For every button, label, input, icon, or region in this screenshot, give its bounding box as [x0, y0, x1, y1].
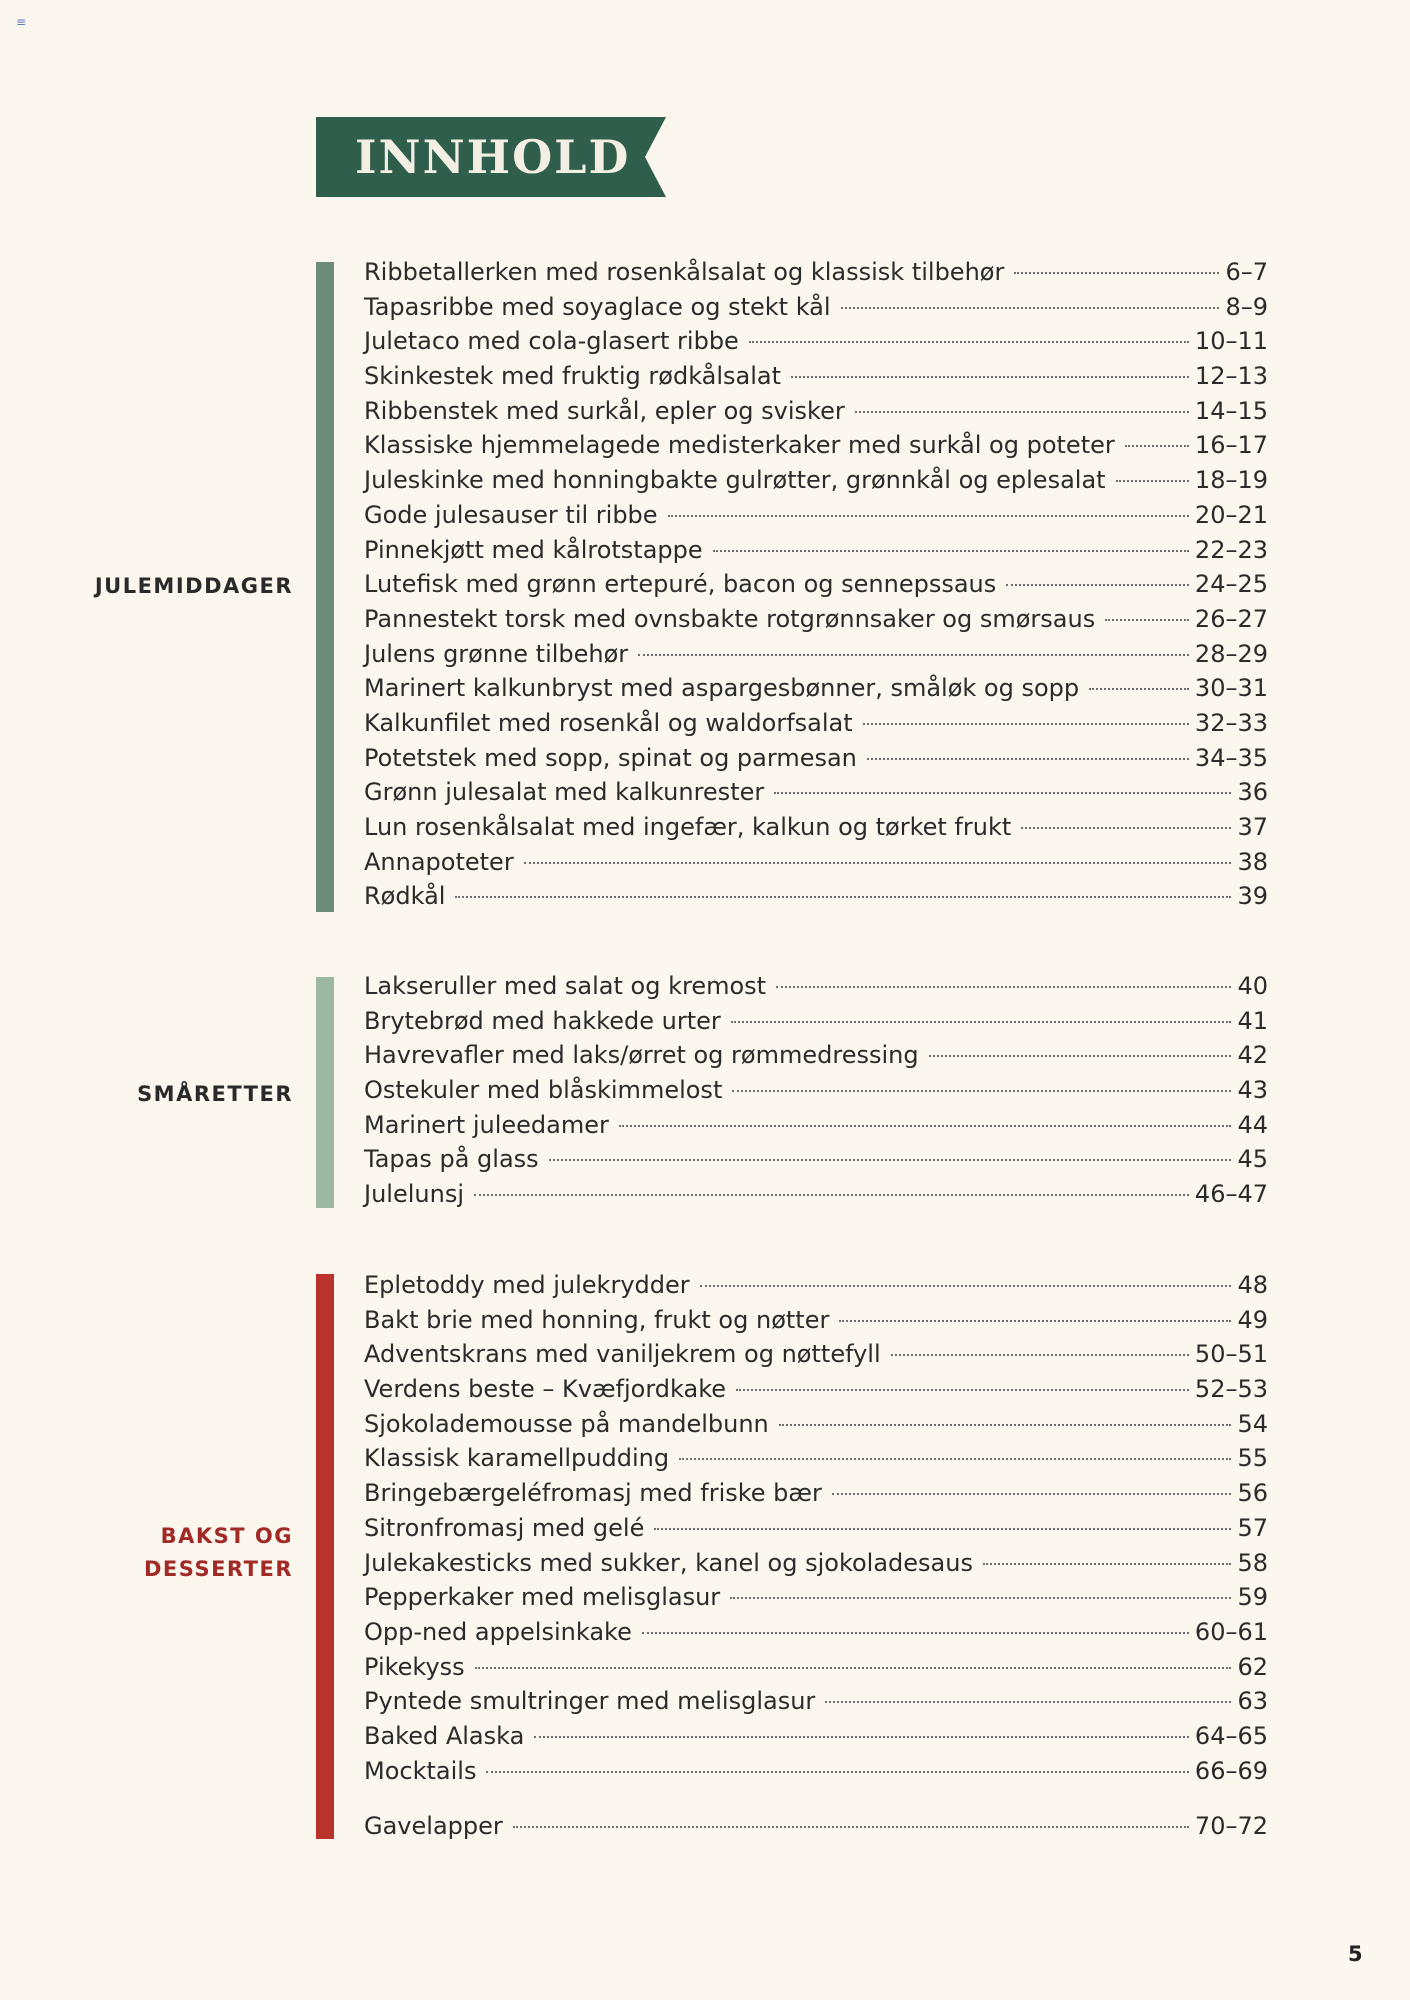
toc-item-pages: 16–17 [1194, 431, 1268, 460]
dot-leader [779, 1422, 1232, 1426]
toc-item-title: Ribbenstek med surkål, epler og svisker [364, 396, 845, 425]
toc-item[interactable] [364, 1719, 1268, 1754]
toc-item[interactable] [364, 1511, 1268, 1546]
toc-item[interactable] [364, 1177, 1268, 1212]
dot-leader [474, 1192, 1189, 1196]
dot-leader [713, 548, 1189, 552]
toc-item[interactable] [364, 1546, 1268, 1581]
toc-item[interactable] [364, 359, 1268, 394]
toc-item-pages: 6–7 [1225, 258, 1268, 286]
toc-item-title: Bringebærgeléfromasj med friske bær [364, 1479, 822, 1508]
dot-leader [619, 1123, 1232, 1127]
toc-item[interactable] [364, 969, 1268, 1004]
dot-leader [749, 339, 1189, 343]
toc-item-title: Skinkestek med fruktig rødkålsalat [364, 362, 782, 391]
dot-leader [534, 1734, 1189, 1738]
toc-item-pages: 40 [1237, 972, 1268, 1000]
toc-item-pages: 26–27 [1194, 604, 1268, 633]
dot-leader [863, 721, 1189, 725]
toc-item[interactable] [364, 1372, 1268, 1407]
toc-item-pages: 18–19 [1194, 466, 1268, 495]
dot-leader [776, 984, 1231, 988]
toc-item-pages: 30–31 [1194, 674, 1268, 703]
dot-leader [1125, 443, 1189, 447]
toc-item[interactable] [364, 1108, 1268, 1143]
dot-leader [839, 1318, 1231, 1322]
page-title: INNHOLD [355, 130, 631, 184]
dot-leader [855, 409, 1189, 413]
toc-item-title: Opp-ned appelsinkake [364, 1617, 632, 1646]
toc-item-pages: 12–13 [1194, 362, 1268, 391]
dot-leader [679, 1456, 1231, 1460]
toc-item[interactable] [364, 428, 1268, 463]
toc-list-smaretter [364, 969, 1268, 1212]
toc-item-title: Potetstek med sopp, spinat og parmesan [364, 743, 857, 772]
toc-item-title: Pannestekt torsk med ovnsbakte rotgrønnsaker og smørsaus [364, 604, 1096, 633]
toc-item-title: Lun rosenkålsalat med ingefær, kalkun og tørket frukt [364, 813, 1012, 841]
dot-leader [642, 1630, 1189, 1634]
toc-item-title: Epletoddy med julekrydder [364, 1271, 690, 1299]
toc-item-pages: 28–29 [1194, 639, 1268, 668]
section-label-bakst-line1: BAKST OG [160, 1524, 293, 1548]
toc-item-pages: 45 [1237, 1145, 1268, 1174]
toc-item-title: Lakseruller med salat og kremost [364, 972, 767, 1000]
toc-item-pages: 24–25 [1194, 570, 1268, 599]
dot-leader [549, 1157, 1232, 1161]
toc-item[interactable] [364, 255, 1268, 290]
toc-item-title: Tapas på glass [364, 1145, 539, 1174]
toc-item-pages: 44 [1237, 1110, 1268, 1139]
toc-item-title: Havrevafler med laks/ørret og rømmedressing [364, 1041, 919, 1070]
toc-item-pages: 22–23 [1194, 535, 1268, 564]
dot-leader [731, 1019, 1232, 1023]
toc-item-pages: 59 [1237, 1583, 1268, 1612]
dot-leader [1021, 825, 1231, 829]
dot-leader [1089, 686, 1189, 690]
dot-leader [475, 1665, 1232, 1669]
toc-item[interactable] [364, 1268, 1268, 1303]
dot-leader [1116, 478, 1189, 482]
toc-item-pages: 14–15 [1194, 396, 1268, 425]
toc-item-pages: 43 [1237, 1076, 1268, 1105]
toc-item[interactable] [364, 290, 1268, 325]
toc-item-title: Rødkål [364, 882, 446, 911]
dot-leader [455, 894, 1231, 898]
toc-item-title: Juletaco med cola-glasert ribbe [364, 327, 739, 356]
dot-leader [1105, 617, 1189, 621]
toc-item[interactable] [364, 533, 1268, 568]
toc-item-title: Ostekuler med blåskimmelost [364, 1076, 723, 1105]
toc-item-pages: 34–35 [1194, 743, 1268, 772]
section-label-bakst-line2: DESSERTER [144, 1557, 293, 1581]
dot-leader [736, 1387, 1189, 1391]
toc-item-pages: 64–65 [1194, 1721, 1268, 1750]
dot-leader [774, 790, 1231, 794]
toc-item-title: Marinert kalkunbryst med aspargesbønner, småløk og sopp [364, 674, 1080, 703]
toc-item-pages: 32–33 [1194, 708, 1268, 737]
toc-item-pages: 55 [1237, 1444, 1268, 1473]
toc-item-title: Pikekyss [364, 1652, 465, 1681]
toc-item-title: Julelunsj [364, 1180, 464, 1209]
toc-item[interactable] [364, 1615, 1268, 1650]
toc-item-title: Mocktails [364, 1756, 477, 1785]
toc-item-title: Klassisk karamellpudding [364, 1444, 670, 1473]
toc-item-title: Grønn julesalat med kalkunrester [364, 778, 765, 807]
toc-item-title: Pinnekjøtt med kålrotstappe [364, 535, 703, 564]
toc-item[interactable] [364, 567, 1268, 602]
toc-item-pages: 66–69 [1194, 1756, 1268, 1785]
toc-item[interactable] [364, 324, 1268, 359]
toc-item-title: Annapoteter [364, 847, 514, 876]
toc-item-title: Lutefisk med grønn ertepuré, bacon og sennepssaus [364, 570, 997, 599]
dot-leader [1006, 582, 1189, 586]
toc-item-pages: 36 [1237, 778, 1268, 807]
dot-leader [668, 513, 1189, 517]
toc-item-pages: 10–11 [1194, 327, 1268, 356]
toc-item-pages: 52–53 [1194, 1375, 1268, 1404]
toc-item[interactable] [364, 879, 1268, 914]
toc-item-pages: 60–61 [1194, 1617, 1268, 1646]
toc-list-julemiddager [364, 255, 1268, 914]
dot-leader [983, 1561, 1231, 1565]
toc-item-pages: 70–72 [1194, 1812, 1268, 1840]
toc-item[interactable] [364, 775, 1268, 810]
section-bar-julemiddager [316, 262, 334, 912]
toc-item[interactable] [364, 1754, 1268, 1789]
toc-item-title: Sjokolademousse på mandelbunn [364, 1409, 769, 1438]
toc-item-pages: 37 [1237, 813, 1268, 841]
toc-item-pages: 56 [1237, 1479, 1268, 1508]
toc-item[interactable] [364, 463, 1268, 498]
toc-item[interactable] [364, 706, 1268, 741]
toc-item[interactable] [364, 1441, 1268, 1476]
toc-item-pages: 54 [1237, 1409, 1268, 1438]
toc-list-bakst [364, 1268, 1268, 1788]
toc-item-pages: 38 [1237, 847, 1268, 876]
toc-item[interactable] [364, 1142, 1268, 1177]
dot-leader [486, 1769, 1188, 1773]
toc-item-title: Kalkunfilet med rosenkål og waldorfsalat [364, 708, 853, 737]
toc-item-pages: 62 [1237, 1652, 1268, 1681]
toc-item[interactable] [364, 671, 1268, 706]
toc-item-pages: 63 [1237, 1687, 1268, 1716]
toc-list-gavelapper [364, 1809, 1268, 1844]
toc-item-title: Bakt brie med honning, frukt og nøtter [364, 1305, 830, 1334]
toc-item-pages: 41 [1237, 1006, 1268, 1035]
toc-item-title: Klassiske hjemmelagede medisterkaker med surkål og poteter [364, 431, 1115, 460]
toc-item[interactable] [364, 1407, 1268, 1442]
toc-item-pages: 46–47 [1194, 1180, 1268, 1209]
toc-item-title: Brytebrød med hakkede urter [364, 1006, 721, 1035]
toc-item-pages: 49 [1237, 1305, 1268, 1334]
menu-icon[interactable]: ≡ [16, 15, 27, 29]
toc-item-pages: 58 [1237, 1548, 1268, 1577]
dot-leader [732, 1088, 1231, 1092]
dot-leader [730, 1595, 1231, 1599]
section-bar-smaretter [316, 977, 334, 1208]
toc-item-title: Gode julesauser til ribbe [364, 500, 658, 529]
toc-item-pages: 48 [1237, 1271, 1268, 1299]
toc-item-title: Pepperkaker med melisglasur [364, 1583, 721, 1612]
dot-leader [513, 1824, 1189, 1828]
dot-leader [891, 1352, 1189, 1356]
dot-leader [638, 652, 1189, 656]
toc-item[interactable] [364, 1684, 1268, 1719]
dot-leader [791, 374, 1189, 378]
toc-item-title: Marinert juleedamer [364, 1110, 609, 1139]
dot-leader [867, 756, 1189, 760]
section-label-smaretter: SMÅRETTER [137, 1082, 293, 1106]
toc-item-title: Pyntede smultringer med melisglasur [364, 1687, 816, 1716]
toc-item-title: Adventskrans med vaniljekrem og nøttefyll [364, 1340, 881, 1369]
toc-item-title: Gavelapper [364, 1812, 503, 1840]
toc-item[interactable] [364, 845, 1268, 880]
toc-item-title: Verdens beste – Kvæfjordkake [364, 1375, 727, 1404]
toc-item[interactable] [364, 1580, 1268, 1615]
dot-leader [929, 1053, 1232, 1057]
dot-leader [841, 305, 1220, 309]
toc-item[interactable] [364, 1303, 1268, 1338]
toc-item-pages: 50–51 [1194, 1340, 1268, 1369]
toc-item[interactable] [364, 1337, 1268, 1372]
dot-leader [832, 1491, 1232, 1495]
section-label-julemiddager: JULEMIDDAGER [94, 574, 293, 598]
toc-item[interactable] [364, 1650, 1268, 1685]
toc-item[interactable] [364, 1004, 1268, 1039]
toc-item-title: Juleskinke med honningbakte gulrøtter, grønnkål og eplesalat [364, 466, 1106, 495]
toc-item-pages: 8–9 [1225, 292, 1268, 321]
toc-item[interactable] [364, 394, 1268, 429]
toc-item-pages: 20–21 [1194, 500, 1268, 529]
toc-item[interactable] [364, 637, 1268, 672]
page-number: 5 [1348, 1942, 1363, 1966]
toc-item-pages: 42 [1237, 1041, 1268, 1070]
toc-item[interactable] [364, 498, 1268, 533]
dot-leader [524, 860, 1232, 864]
toc-item[interactable] [364, 810, 1268, 845]
dot-leader [825, 1699, 1231, 1703]
toc-item-title: Tapasribbe med soyaglace og stekt kål [364, 292, 831, 321]
toc-item-title: Ribbetallerken med rosenkålsalat og klassisk tilbehør [364, 258, 1005, 286]
dot-leader [1014, 270, 1219, 274]
toc-item-title: Julens grønne tilbehør [364, 639, 629, 668]
toc-item-title: Julekakesticks med sukker, kanel og sjokoladesaus [364, 1548, 973, 1577]
toc-item[interactable] [364, 1476, 1268, 1511]
toc-item[interactable] [364, 741, 1268, 776]
toc-item-pages: 39 [1237, 882, 1268, 911]
toc-item-title: Sitronfromasj med gelé [364, 1513, 645, 1542]
dot-leader [700, 1283, 1232, 1287]
section-bar-bakst [316, 1274, 334, 1839]
toc-item[interactable] [364, 1038, 1268, 1073]
toc-item[interactable] [364, 602, 1268, 637]
toc-item-title: Baked Alaska [364, 1721, 525, 1750]
toc-item[interactable] [364, 1809, 1268, 1844]
dot-leader [654, 1526, 1231, 1530]
toc-item-pages: 57 [1237, 1513, 1268, 1542]
toc-item[interactable] [364, 1073, 1268, 1108]
